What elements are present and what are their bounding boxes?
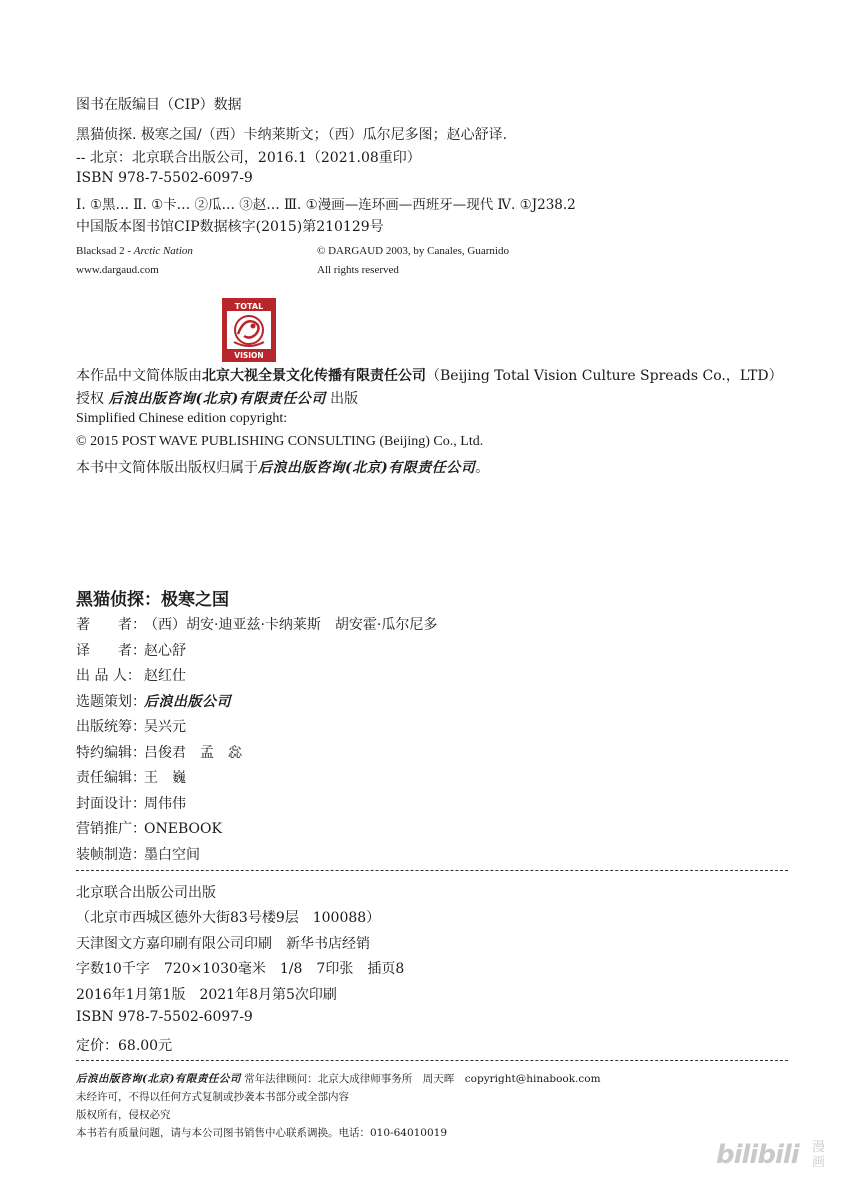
publisher-address: （北京市西城区德外大街83号楼9层 100088） [76,910,381,926]
credit-row: 选题策划：后浪出版公司 [76,694,231,710]
credit-row: 封面设计：周伟伟 [76,796,186,812]
logo-top-text: TOTAL [234,302,264,311]
cip-line-2: -- 北京：北京联合出版公司，2016.1（2021.08重印） [76,150,421,166]
credit-row: 装帧制造：墨白空间 [76,847,200,863]
credit-row: 出 品 人： 赵红仕 [76,668,186,684]
license-line-4: © 2015 POST WAVE PUBLISHING CONSULTING (Beijing) Co., Ltd. [76,434,484,449]
credit-row: 营销推广：ONEBOOK [76,821,222,837]
price-line: 定价：68.00元 [76,1038,173,1054]
original-title: Blacksad 2 - Arctic Nation [76,245,193,257]
original-rights: All rights reserved [317,264,399,276]
total-vision-logo [222,298,276,362]
edition-line: 2016年1月第1版 2021年8月第5次印刷 [76,987,337,1003]
watermark-sub: 漫画 [812,1140,826,1170]
logo-bottom-text: VISION [234,351,264,360]
divider [76,1060,788,1061]
watermark-brand: bilibili [716,1140,799,1170]
footer-legal: 后浪出版咨询(北京)有限责任公司 常年法律顾问：北京大成律师事务所 周天晖 copyright@hinabook.com [76,1073,601,1085]
bilibili-watermark [716,1140,826,1170]
credit-row: 译 者：赵心舒 [76,643,186,659]
footer-notice-3: 本书若有质量问题，请与本公司图书销售中心联系调换。电话：010-64010019 [76,1127,448,1139]
footer-notice-1: 未经许可，不得以任何方式复制或抄袭本书部分或全部内容 [76,1091,349,1103]
original-website: www.dargaud.com [76,264,159,276]
divider [76,870,788,871]
credit-row: 责任编辑：王 巍 [76,770,186,786]
cip-line-4: Ⅰ. ①黑… Ⅱ. ①卡… ②瓜… ③赵… Ⅲ. ①漫画—连环画—西班牙—现代 Ⅳ. ①J238.2 [76,197,576,213]
license-line-1: 本作品中文简体版由北京大视全景文化传播有限责任公司（Beijing Total Vision Culture Spreads Co.，LTD） [76,368,783,384]
total-vision-emblem-icon [224,300,274,360]
cip-heading: 图书在版编目（CIP）数据 [76,97,242,113]
credit-row: 特约编辑：吕俊君 孟 惢 [76,745,242,761]
cip-line-1: 黑猫侦探. 极寒之国/（西）卡纳莱斯文；（西）瓜尔尼多图；赵心舒译. [76,127,508,143]
cip-line-5: 中国版本图书馆CIP数据核字(2015)第210129号 [76,219,384,235]
isbn-line: ISBN 978-7-5502-6097-9 [76,1009,253,1025]
original-copyright: © DARGAUD 2003, by Canales, Guarnido [317,245,509,257]
license-line-2: 授权 后浪出版咨询(北京)有限责任公司 出版 [76,391,359,407]
specs-line: 字数10千字 720×1030毫米 1/8 7印张 插页8 [76,961,405,977]
credit-row: 著 者：（西）胡安·迪亚兹·卡纳莱斯 胡安霍·瓜尔尼多 [76,617,438,633]
license-line-5: 本书中文简体版出版权归属于后浪出版咨询(北京)有限责任公司。 [76,460,490,476]
publisher-line: 北京联合出版公司出版 [76,885,216,901]
book-title: 黑猫侦探：极寒之国 [76,590,229,610]
credit-row: 出版统筹：吴兴元 [76,719,186,735]
license-line-3: Simplified Chinese edition copyright: [76,411,288,426]
printer-line: 天津图文方嘉印刷有限公司印刷 新华书店经销 [76,936,370,952]
cip-line-3: ISBN 978-7-5502-6097-9 [76,170,253,186]
footer-notice-2: 版权所有，侵权必究 [76,1109,171,1121]
